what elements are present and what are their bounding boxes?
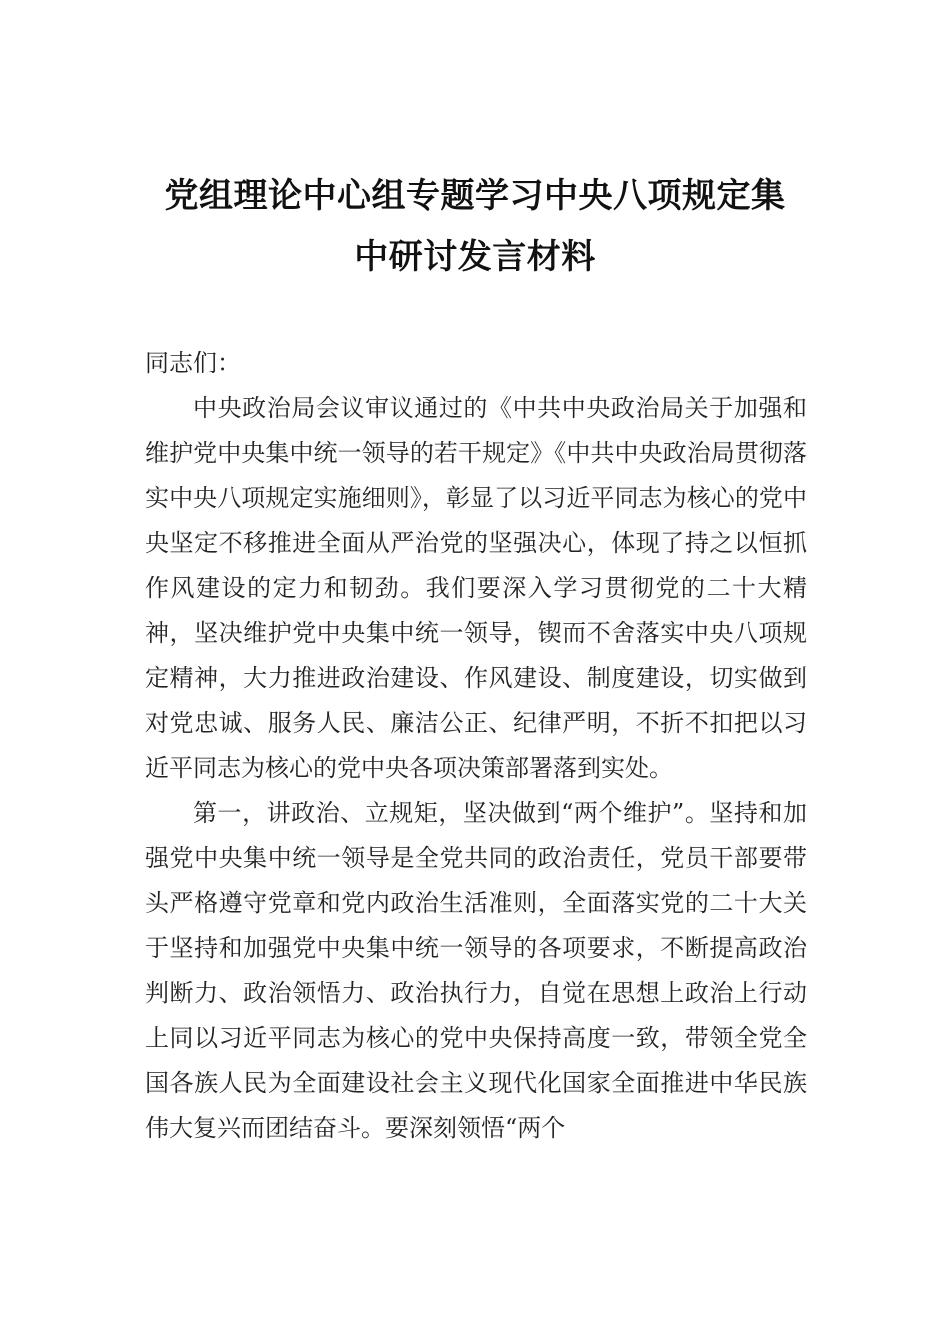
- document-title: [145, 166, 805, 288]
- title-line-1: 党组理论中心组专题学习中央八项规定集: [164, 176, 786, 216]
- title-line-2: 中研讨发言材料: [354, 237, 596, 277]
- paragraph-first-point: 第一，讲政治、立规矩，坚决做到“两个维护”。坚持和加强党中央集中统一领导是全党共同的政治责任，党员干部要带头严格遵守党章和党内政治生活准则，全面落实党的二十大关于坚持和加强党中央集中统一领导的各项要求，不断提高政治判断力、政治领悟力、政治执行力，自觉在思想上政治上行动上同以习近平同志为核心的党中央保持高度一致，带领全党全国各族人民为全面建设社会主义现代化国家全面推进中华民族伟大复兴而团结奋斗。要深刻领悟“两个: [145, 799, 807, 1142]
- salutation: 同志们：: [145, 349, 241, 377]
- paragraph-intro: 中央政治局会议审议通过的《中共中央政治局关于加强和维护党中央集中统一领导的若干规定》《中共中央政治局贯彻落实中央八项规定实施细则》，彰显了以习近平同志为核心的党中央坚定不移推进全面从严治党的坚强决心，体现了持之以恒抓作风建设的定力和韧劲。我们要深入学习贯彻党的二十大精神，坚决维护党中央集中统一领导，锲而不舍落实中央八项规定精神，大力推进政治建设、作风建设、制度建设，切实做到对党忠诚、服务人民、廉洁公正、纪律严明，不折不扣把以习近平同志为核心的党中央各项决策部署落到实处。: [145, 394, 807, 782]
- document-body: [145, 341, 807, 1151]
